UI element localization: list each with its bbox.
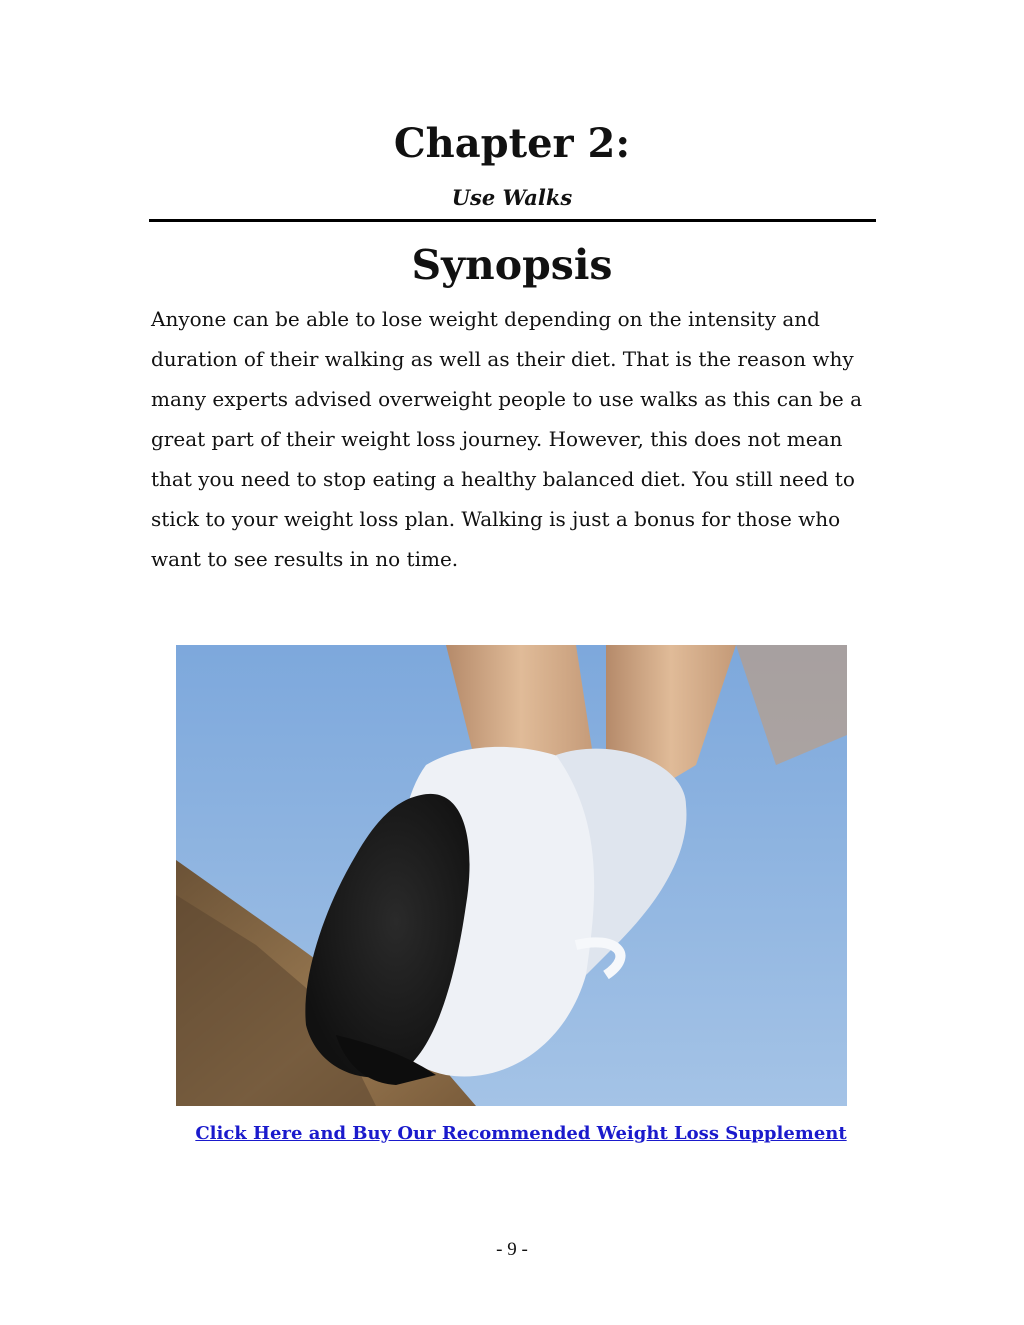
body-paragraph: Anyone can be able to lose weight depending on the intensity and duration of their walking as well as their diet. That is the reason why many experts advised overweight people to use walks as this can be a great part of their weight loss journey. However, this does not mean that you need to stop eating a healthy balanced diet. You still need to stick to your weight loss plan. Walking is just a bonus for those who want to see results in no time. xyxy=(151,307,863,571)
supplement-link[interactable]: Click Here and Buy Our Recommended Weight Loss Supplement xyxy=(195,1123,847,1144)
horizontal-divider xyxy=(149,219,876,222)
chapter-title: Chapter 2: xyxy=(393,120,631,167)
walking-shoe-photo xyxy=(176,645,847,1106)
page-number: - 9 - xyxy=(496,1239,528,1260)
section-heading: Synopsis xyxy=(411,241,613,289)
chapter-subtitle: Use Walks xyxy=(451,185,573,210)
